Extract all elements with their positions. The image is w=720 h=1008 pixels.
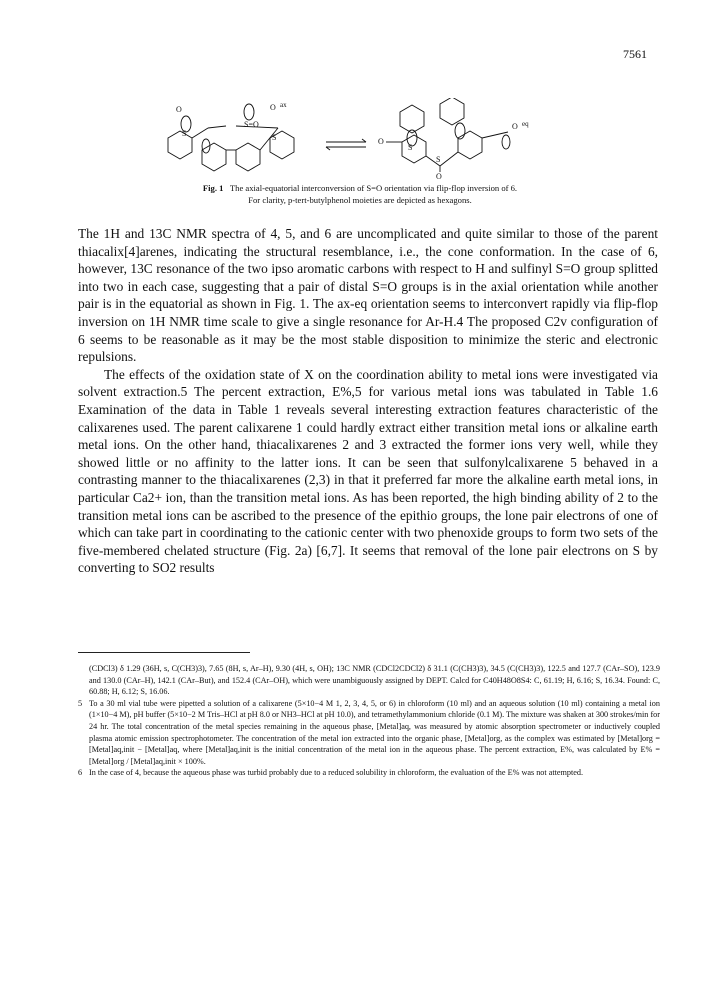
label-o: O — [512, 122, 518, 131]
label-o: O — [270, 103, 276, 112]
figure-caption-text: The axial-equatorial interconversion of S=O orientation via flip-flop inversion of 6. — [229, 183, 518, 193]
paragraph-2: The effects of the oxidation state of X on the coordination ability to metal ions were investigated via solvent extraction.5 The percent extraction, E%,5 for various metal ions was tabulated in Table 1.6 Examination of the data in Table 1 reveals several interesting extraction features characteristic of the calixarenes used. The parent calixarene 1 could hardly extract either transition metal ions or alkaline earth metal ions. On the other hand, thiacalixarenes 2 and 3 extracted the former ions very well, while they showed little or no affinity to the latter ions. It can be seen that sulfonylcalixarene 5 behaved in a contrasting manner to the thiacalixarenes (2,3) in that it preferred far more the alkaline earth metal ions, in particular Ca2+ ion, than the transition metal ions. As has been reported, the high binding ability of 2 to the transition metal ions can be ascribed to the presence of the epithio groups, the lone pair electrons of one of which can take part in coordinating to the cationic center with two phenoxide groups to form two sets of the five-membered chelated structure (Fig. 2a) [6,7]. It seems that removal of the lone pair electrons on S by converting to SO2 results — [78, 366, 658, 576]
footnote-text: To a 30 ml vial tube were pipetted a solution of a calixarene (5×10−4 M 1, 2, 3, 4, 5, or 6) in chloroform (10 ml) and an aqueous solution (10 ml) containing a metal ion (1×10−4 M), pH buffer (5×10−2 M Tris–HCl at pH 8.0 or NH3–HCl at pH 10.0), and tetramethylammonium chloride (0.1 M). The mixture was shaken at 300 strokes/min for 24 hr. The total concentration of the metal species remaining in the aqueous phase, [Metal]aq, was measured by atomic absorption spectrometer or inductively coupled plasma atomic emission spectrophotometer. The concentration of the metal ion extracted into the organic phase, [Metal]org, as the complex was estimated by [Metal]org = [Metal]aq,init − [Metal]aq, where [Metal]aq,init is the initial concentration of the metal ion in the aqueous phase. The percent extraction, E%, was calculated by E% = [Metal]org / [Metal]aq,init × 100%. — [89, 698, 660, 766]
footnote-text: In the case of 4, because the aqueous phase was turbid probably due to a reduced solubility in chloroform, the evaluation of the E% was not attempted. — [89, 768, 584, 778]
label-s: S — [182, 129, 187, 138]
footnote-mark: 6 — [78, 768, 83, 778]
hexagon — [458, 131, 482, 159]
label-ax: ax — [280, 101, 287, 109]
page-number: 7561 — [623, 47, 647, 61]
label-o: O — [176, 105, 182, 114]
footnote-5 — [78, 698, 660, 768]
figure-1-drawing — [140, 98, 580, 180]
footnote-mark: 5 — [78, 698, 83, 708]
footnote-rule — [78, 652, 250, 653]
label-s: S=O — [244, 120, 259, 129]
footnotes — [78, 663, 660, 779]
hexagon — [402, 135, 426, 163]
figure-caption — [0, 183, 720, 206]
label-eq: eq — [522, 120, 529, 128]
footnote-text: (CDCl3) δ 1.29 (36H, s, C(CH3)3), 7.65 (8H, s, Ar–H), 9.30 (4H, s, OH); 13C NMR (CDCl2CDCl2) δ 31.1 (C(CH3)3), 34.5 (C(CH3)3), 122.5 and 127.7 (CAr–SO), 123.9 and 130.0 (CAr–H), 142.1 (CAr–But), and 152.4 (CAr–OH), which were unambiguously assigned by DEPT. Calcd for C40H48O8S4: C, 61.19; H, 6.16; S, 16.34. Found: C, 60.88; H, 6.12; S, 16.06. — [89, 664, 660, 697]
figure-caption-lead: Fig. 1 — [202, 183, 224, 193]
label-s: S — [408, 143, 413, 152]
hexagon — [168, 131, 192, 159]
figure-caption-line2: For clarity, p-tert-butylphenol moieties are depicted as hexagons. — [248, 194, 472, 205]
label-o: O — [378, 137, 384, 146]
figure-1-scheme — [140, 98, 580, 180]
label-s: S — [272, 133, 277, 142]
footnote-continued — [78, 663, 660, 698]
label-o: O — [436, 172, 442, 180]
hexagon — [202, 143, 226, 171]
hexagon — [440, 98, 464, 125]
label-s: S — [436, 155, 441, 164]
hexagon — [400, 105, 424, 133]
body-text — [78, 225, 658, 577]
hexagon — [236, 143, 260, 171]
footnote-6 — [78, 767, 660, 779]
paragraph-1: The 1H and 13C NMR spectra of 4, 5, and 6 are uncomplicated and quite similar to those of the parent thiacalix[4]arenes, indicating the structural resemblance, i.e., the cone conformation. In the case of 6, however, 13C resonance of the two ipso aromatic carbons with respect to H and sulfinyl S=O group splitted into two in each case, suggesting that a pair of distal S=O groups is in the axial orientation while another pair is in the equatorial as shown in Fig. 1. The ax-eq orientation seems to interconvert rapidly via flip-flop inversion on 1H NMR time scale to give a single resonance for Ar-H.4 The proposed C2v configuration of 6 seems to be reasonable as it may be the most stable disposition to minimize the steric and electronic repulsions. — [78, 226, 658, 365]
